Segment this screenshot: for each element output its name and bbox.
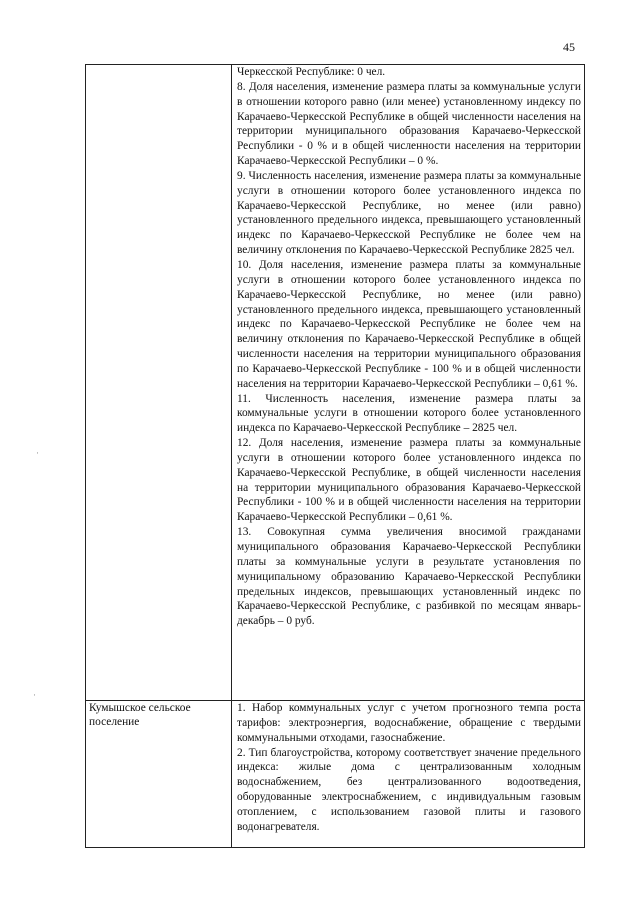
paragraph: 8. Доля населения, изменение размера платы за коммунальные услуги в отношении которого равно (или менее) установленному индексу по Карачаево-Черкесской Республике в общей численности населения на территории муниципального образования Карачаево-Черкесской Республики - 0 % и в общей численности населения на территории Карачаево-Черкесской Республики – 0 %. — [237, 80, 581, 168]
paragraph: 10. Доля населения, изменение размера платы за коммунальные услуги в отношении которого более установленного индекса по Карачаево-Черкесской Республике, но менее (или равно) установленного предельного индекса, превышающего установленный индекс по Карачаево-Черкесской Республике не более чем на величину отклонения по Карачаево-Черкесской Республике в общей численности населения на территории муниципального образования по Карачаево-Черкесской Республике - 100 % и в общей численности населения на территории Карачаево-Черкесской Республики – 0,61 %. — [237, 258, 581, 390]
paragraph: Черкесской Республике: 0 чел. — [237, 66, 386, 78]
indicators-cell — [232, 65, 585, 701]
municipality-cell — [86, 65, 232, 701]
scan-speck: · — [36, 448, 39, 458]
paragraph: 2. Тип благоустройства, которому соответствует значение предельного индекса: жилые дома с централизованным холодным водоснабжением, без централизованного водоотведения, оборудованные электроснабжением, с индивидуальным газовым отоплением, с использованием газовой плиты и газового водонагревателя. — [237, 746, 581, 833]
page-number: 45 — [563, 40, 575, 54]
paragraph: 9. Численность населения, изменение размера платы за коммунальные услуги в отношении которого более установленного индекса по Карачаево-Черкесской Республике, но менее (или равно) установленного предельного индекса, превышающего установленный индекс по Карачаево-Черкесской Республике не более чем на величину отклонения по Карачаево-Черкесской Республике 2825 чел. — [237, 169, 581, 257]
table-row — [86, 701, 585, 848]
paragraph: 1. Набор коммунальных услуг с учетом прогнозного темпа роста тарифов: электроэнергия, водоснабжение, обращение с твердыми коммунальными отходами, газоснабжение. — [237, 702, 581, 744]
table-row — [86, 65, 585, 701]
paragraph: 13. Совокупная сумма увеличения вносимой гражданами муниципального образования Карачаево-Черкесской Республики платы за коммунальные услуги в результате установления по муниципальному образованию Карачаево-Черкесской Республики предельных индексов, превышающих установленный индекс по Карачаево-Черкесской Республике, с разбивкой по месяцам январь-декабрь – 0 руб. — [237, 526, 581, 628]
paragraph: 11. Численность населения, изменение размера платы за коммунальные услуги в отношении которого более установленного индекса по Карачаево-Черкесской Республике – 2825 чел. — [237, 392, 581, 435]
indicators-cell — [232, 701, 585, 848]
municipality-cell: Кумышское сельское поселение — [86, 701, 232, 848]
scan-speck: · — [33, 690, 36, 700]
document-table — [85, 64, 585, 848]
paragraph: 12. Доля населения, изменение размера платы за коммунальные услуги в отношении которого более установленного индекса по Карачаево-Черкесской Республике, в общей численности населения на территории муниципального образования Карачаево-Черкесской Республики - 100 % и в общей численности населения на территории Карачаево-Черкесской Республики – 0,61 %. — [237, 437, 581, 524]
